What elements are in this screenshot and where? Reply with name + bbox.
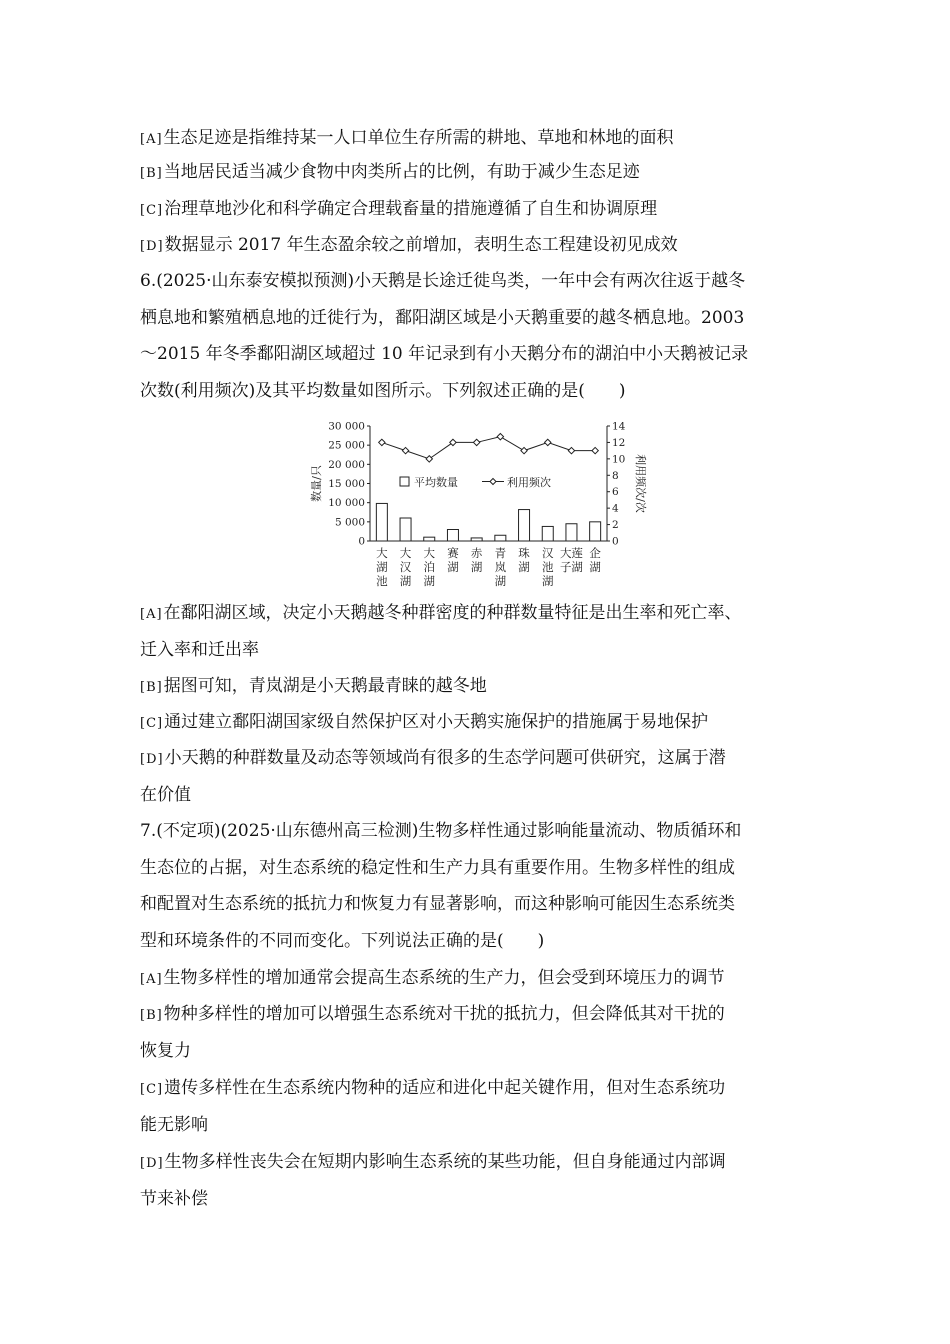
x-tick-label: 湖 <box>376 560 388 574</box>
text-line <box>140 233 678 259</box>
line-text: 物种多样性的增加可以增强生态系统对干扰的抵抗力，但会降低其对干扰的 <box>163 1004 725 1024</box>
x-tick-label: 大 <box>423 546 435 560</box>
line-text: 据图可知，青岚湖是小天鹅最青睐的越冬地 <box>163 676 487 696</box>
x-tick-label: 大莲 <box>559 546 583 560</box>
text-line <box>140 601 742 627</box>
x-tick-label: 企 <box>589 546 601 560</box>
y2-tick-label: 8 <box>612 469 619 482</box>
y-tick-label: 15 000 <box>328 478 365 490</box>
line-text: 型和环境条件的不同而变化。下列说法正确的是( ) <box>140 931 545 951</box>
line-text: 生态足迹是指维持某一人口单位生存所需的耕地、草地和林地的面积 <box>163 128 674 148</box>
line-text: 能无影响 <box>140 1115 208 1135</box>
option-letter: [D] <box>140 752 164 767</box>
chart-svg <box>300 412 670 597</box>
y2-tick-label: 14 <box>612 420 626 433</box>
option-letter: [A] <box>140 972 163 987</box>
line-text: 遗传多样性在生态系统内物种的适应和进化中起关键作用，但对生态系统功 <box>164 1078 726 1098</box>
legend-line-label: 利用频次 <box>507 476 551 489</box>
line-text: 迁入率和迁出率 <box>140 640 259 660</box>
bar <box>519 510 530 541</box>
text-line <box>140 929 544 953</box>
frequency-line <box>382 437 595 459</box>
text-line <box>140 1076 725 1102</box>
y2-tick-label: 2 <box>612 519 619 532</box>
x-tick-label: 大 <box>376 546 388 560</box>
text-line <box>140 856 735 880</box>
option-letter: [B] <box>140 680 163 695</box>
frequency-point <box>568 447 574 453</box>
frequency-point <box>426 456 432 462</box>
line-text: 通过建立鄱阳湖国家级自然保护区对小天鹅实施保护的措施属于易地保护 <box>164 712 709 732</box>
bar <box>376 503 387 541</box>
option-letter: [C] <box>140 1082 164 1097</box>
text-line <box>140 1113 208 1137</box>
text-line <box>140 160 640 186</box>
line-text: 6.(2025·山东泰安模拟预测)小天鹅是长途迁徙鸟类，一年中会有两次往返于越冬 <box>140 271 746 291</box>
x-tick-label: 泊 <box>423 560 435 574</box>
frequency-point <box>450 439 456 445</box>
x-tick-label: 大 <box>399 546 412 560</box>
line-text: ～2015 年冬季鄱阳湖区域超过 10 年记录到有小天鹅分布的湖泊中小天鹅被记录 <box>140 344 749 364</box>
text-line <box>140 1039 191 1063</box>
option-letter: [D] <box>140 239 164 254</box>
line-text: 节来补偿 <box>140 1189 208 1209</box>
x-tick-label: 赤 <box>470 546 483 560</box>
x-tick-label: 湖 <box>470 560 483 574</box>
text-line <box>140 197 657 223</box>
line-text: 治理草地沙化和科学确定合理载畜量的措施遵循了自生和协调原理 <box>164 199 658 219</box>
bar <box>471 538 482 541</box>
y-axis-label: 数量/只 <box>310 465 323 502</box>
y-tick-label: 30 000 <box>328 420 365 433</box>
x-tick-label: 汉 <box>399 560 412 574</box>
y2-tick-label: 4 <box>612 502 619 515</box>
text-line <box>140 783 191 807</box>
line-text: 当地居民适当减少食物中肉类所占的比例，有助于减少生态足迹 <box>163 162 640 182</box>
x-tick-label: 池 <box>542 560 554 574</box>
text-line <box>140 1150 726 1176</box>
legend-bar-label: 平均数量 <box>414 476 458 489</box>
frequency-point <box>497 433 503 439</box>
line-text: 生态位的占据，对生态系统的稳定性和生产力具有重要作用。生物多样性的组成 <box>140 858 735 878</box>
line-text: 栖息地和繁殖栖息地的迁徙行为，鄱阳湖区域是小天鹅重要的越冬栖息地。2003 <box>140 308 745 328</box>
x-tick-label: 湖 <box>399 574 412 588</box>
x-tick-label: 青 <box>494 546 507 560</box>
line-text: 次数(利用频次)及其平均数量如图所示。下列叙述正确的是( ) <box>140 381 626 401</box>
text-line <box>140 1187 208 1211</box>
y-tick-label: 10 000 <box>328 497 365 510</box>
bar <box>400 518 411 541</box>
option-letter: [D] <box>140 1156 164 1171</box>
x-tick-label: 珠 <box>518 546 530 560</box>
text-line <box>140 746 726 772</box>
text-line <box>140 269 745 293</box>
legend-line-marker <box>490 479 496 485</box>
text-line <box>140 674 487 700</box>
line-text: 数据显示 2017 年生态盈余较之前增加，表明生态工程建设初见成效 <box>164 235 678 255</box>
y-tick-label: 5 000 <box>334 516 365 529</box>
y2-tick-label: 0 <box>612 535 619 548</box>
text-line <box>140 306 744 330</box>
legend-bar-swatch <box>400 477 409 486</box>
y2-tick-label: 12 <box>612 436 626 449</box>
line-text: 恢复力 <box>140 1041 191 1061</box>
x-tick-label: 湖 <box>423 574 435 588</box>
text-line <box>140 638 259 662</box>
x-tick-label: 子湖 <box>559 560 583 574</box>
y2-axis-label: 利用频次/次 <box>634 454 647 513</box>
x-tick-label: 湖 <box>447 560 459 574</box>
x-tick-label: 湖 <box>518 560 530 574</box>
y-tick-label: 20 000 <box>328 458 365 471</box>
option-letter: [C] <box>140 716 164 731</box>
text-line <box>140 126 674 152</box>
option-letter: [B] <box>140 166 163 181</box>
x-tick-label: 湖 <box>542 574 554 588</box>
text-line <box>140 892 735 916</box>
y2-tick-label: 10 <box>612 453 626 466</box>
bar <box>542 526 553 541</box>
line-text: 在鄱阳湖区域，决定小天鹅越冬种群密度的种群数量特征是出生率和死亡率、 <box>163 603 742 623</box>
option-letter: [A] <box>140 132 163 147</box>
frequency-point <box>545 439 551 445</box>
y2-tick-label: 6 <box>612 486 619 499</box>
line-text: 7.(不定项)(2025·山东德州高三检测)生物多样性通过影响能量流动、物质循环和 <box>140 821 742 841</box>
option-letter: [B] <box>140 1008 163 1023</box>
line-text: 小天鹅的种群数量及动态等领域尚有很多的生态学问题可供研究，这属于潜 <box>164 748 726 768</box>
frequency-point <box>402 447 408 453</box>
text-line <box>140 342 748 366</box>
frequency-point <box>521 447 527 453</box>
bar <box>495 535 506 541</box>
y-tick-label: 0 <box>358 535 365 548</box>
option-letter: [C] <box>140 203 164 218</box>
swan-chart <box>300 412 670 597</box>
x-tick-label: 汉 <box>542 546 554 560</box>
bar <box>590 522 601 541</box>
text-line <box>140 710 708 736</box>
x-tick-label: 池 <box>376 574 388 588</box>
x-tick-label: 湖 <box>494 574 507 588</box>
line-text: 生物多样性丧失会在短期内影响生态系统的某些功能，但自身能通过内部调 <box>164 1152 726 1172</box>
frequency-point <box>592 447 598 453</box>
x-tick-label: 湖 <box>589 560 601 574</box>
x-tick-label: 岚 <box>494 560 507 574</box>
text-line <box>140 379 626 403</box>
bar <box>424 537 435 541</box>
line-text: 生物多样性的增加通常会提高生态系统的生产力，但会受到环境压力的调节 <box>163 968 725 988</box>
option-letter: [A] <box>140 607 163 622</box>
bar <box>566 524 577 541</box>
frequency-point <box>379 439 385 445</box>
frequency-point <box>473 439 479 445</box>
bar <box>447 530 458 542</box>
x-tick-label: 赛 <box>447 546 459 560</box>
line-text: 在价值 <box>140 785 191 805</box>
y-tick-label: 25 000 <box>328 439 365 452</box>
line-text: 和配置对生态系统的抵抗力和恢复力有显著影响，而这种影响可能因生态系统类 <box>140 894 735 914</box>
text-line <box>140 1002 725 1028</box>
text-line <box>140 819 741 843</box>
text-line <box>140 966 725 992</box>
